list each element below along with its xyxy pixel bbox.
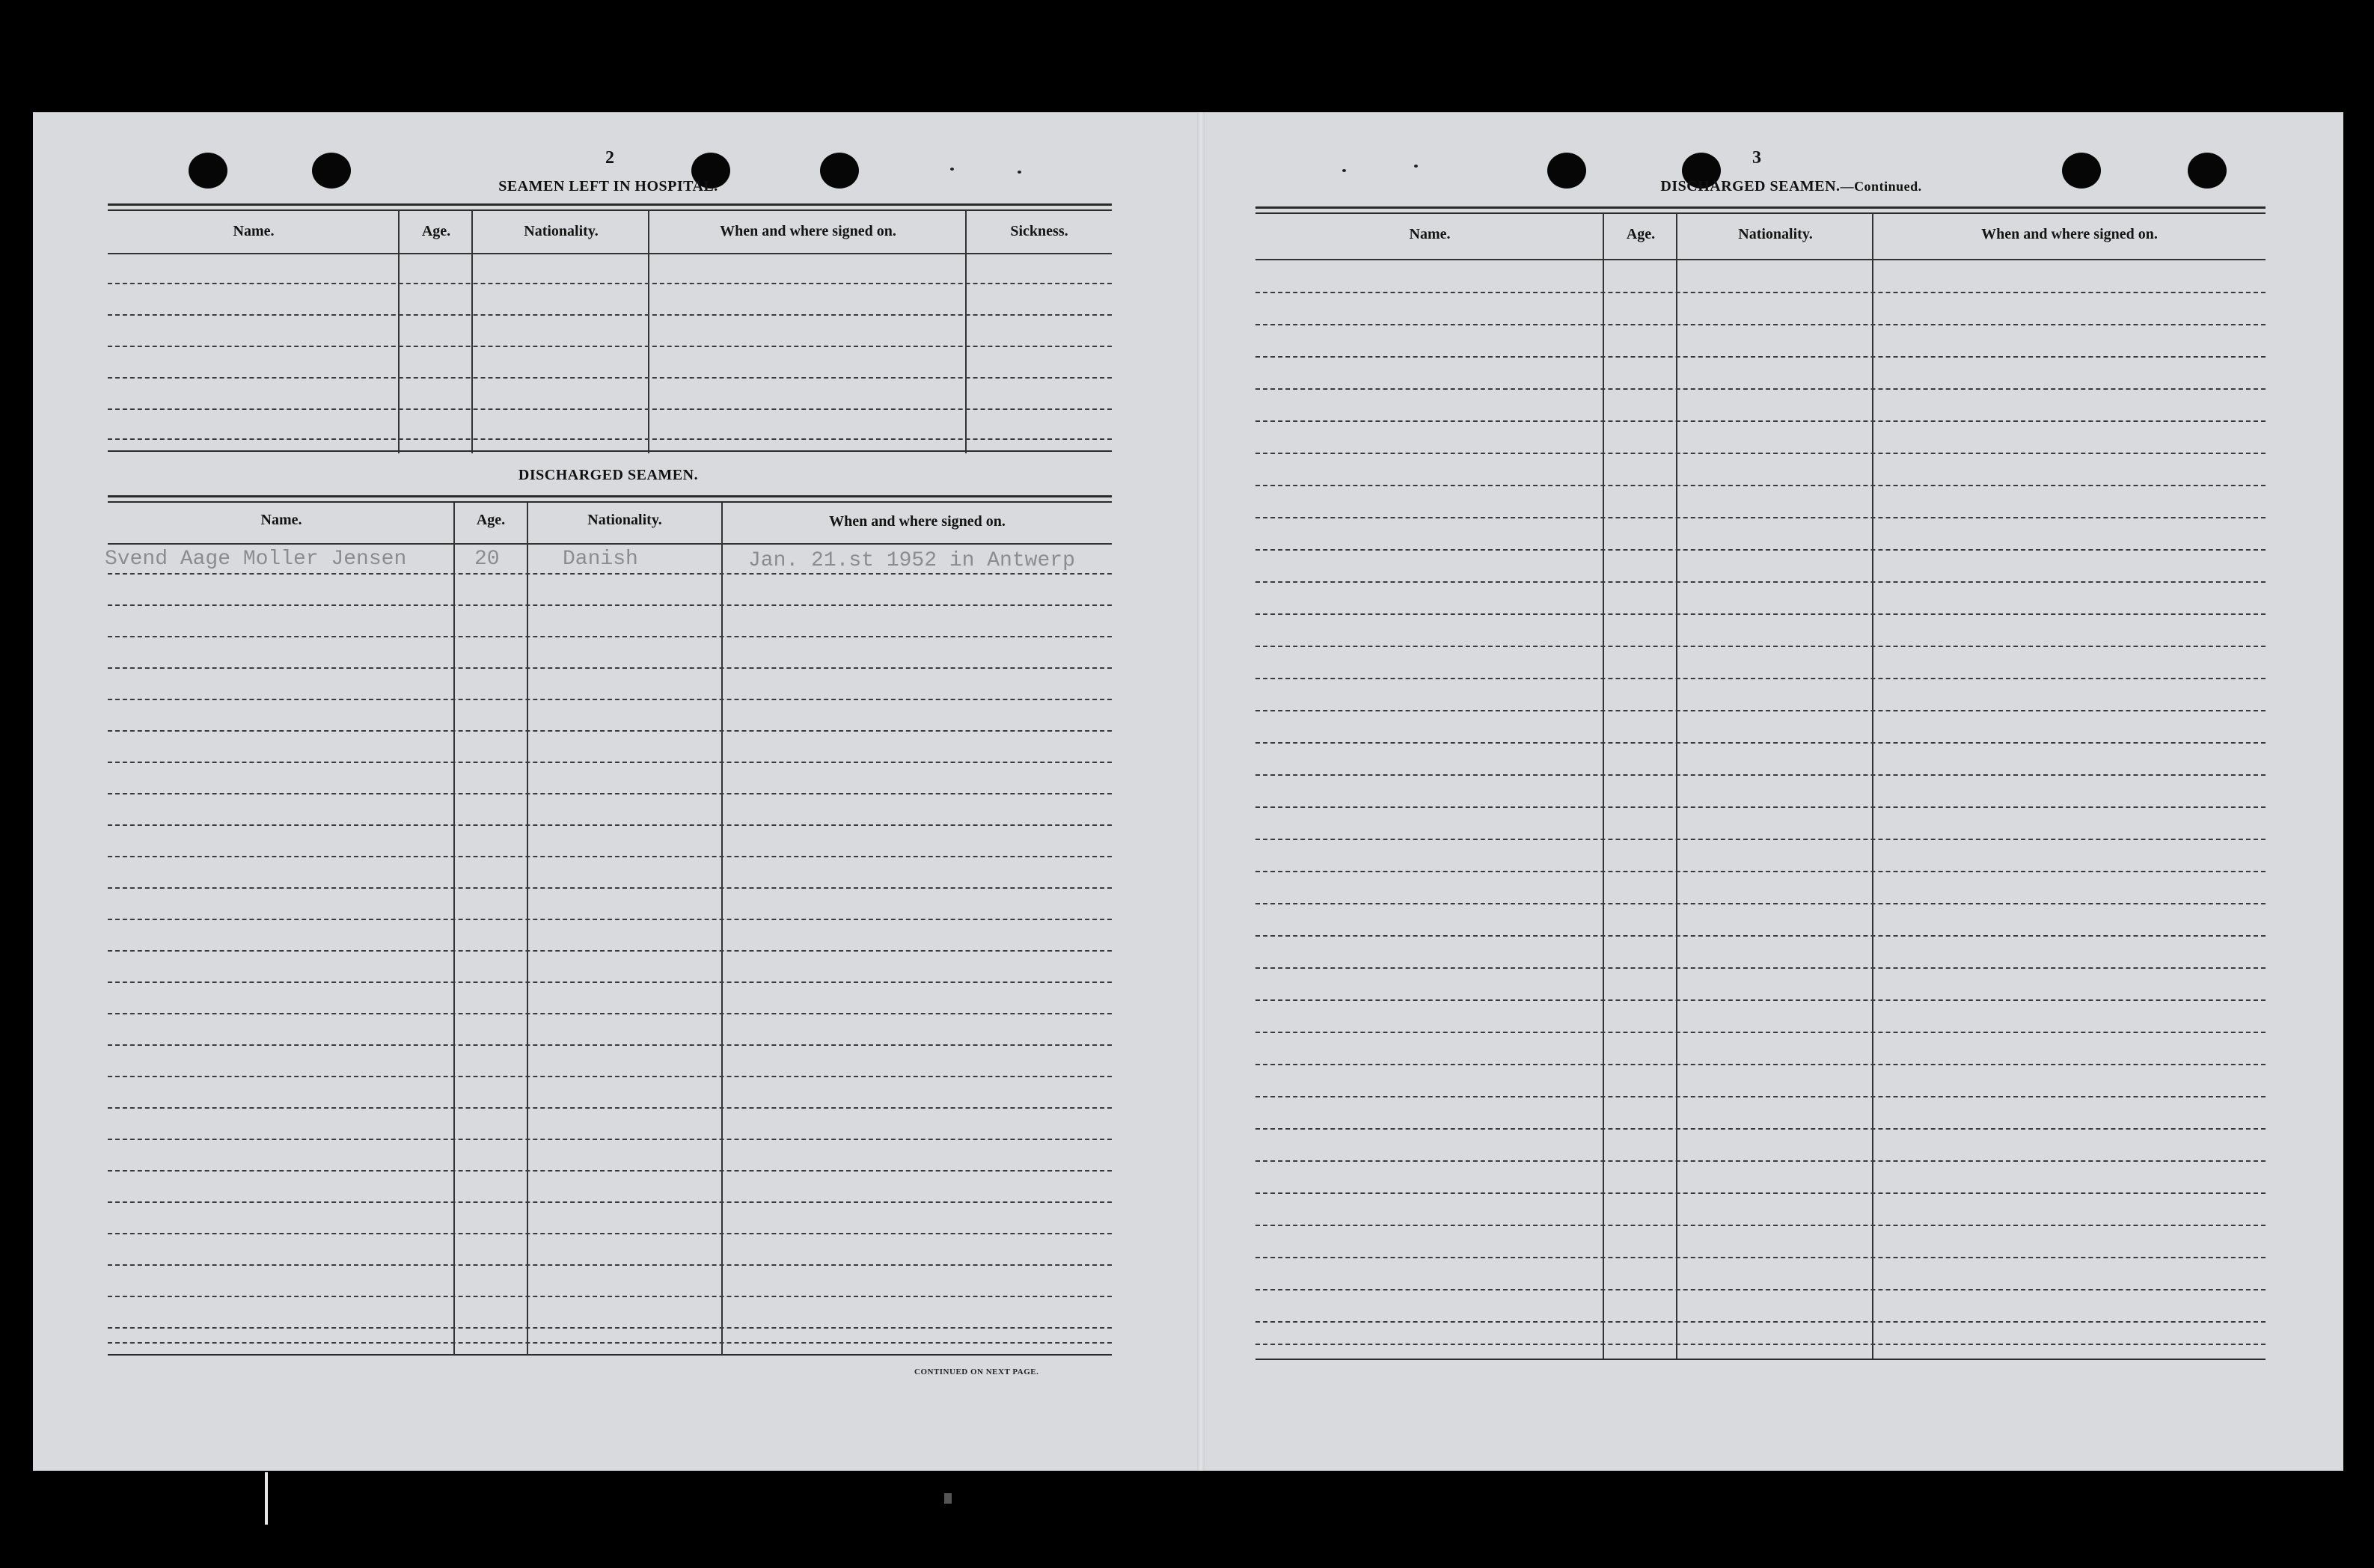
discharged-section-title: DISCHARGED SEAMEN.	[518, 467, 699, 483]
title-text: DISCHARGED SEAMEN.	[1660, 178, 1841, 195]
col-header-sickness: Sickness.	[1010, 223, 1068, 239]
col-header-age: Age.	[1626, 226, 1656, 242]
page-number-right: 3	[1752, 148, 1761, 168]
continued-note: CONTINUED ON NEXT PAGE.	[914, 1368, 1039, 1376]
speck	[1018, 171, 1021, 174]
title-suffix: —Continued.	[1840, 179, 1922, 194]
page-number-left: 2	[605, 148, 614, 168]
col-header-name: Name.	[233, 223, 275, 239]
speck	[1342, 169, 1346, 172]
speck	[950, 168, 954, 171]
col-header-name: Name.	[260, 512, 302, 528]
punch-hole	[2188, 153, 2227, 189]
punch-hole	[2062, 153, 2101, 189]
col-header-signed-on: When and where signed on.	[720, 223, 896, 239]
col-header-name: Name.	[1409, 226, 1451, 242]
page-gutter	[1197, 112, 1205, 1471]
speck	[1414, 165, 1418, 168]
discharged-continued-title	[1559, 178, 2023, 195]
col-header-nationality: Nationality.	[587, 512, 662, 528]
entry-nationality: Danish	[563, 548, 638, 571]
col-header-age: Age.	[476, 512, 506, 528]
discharged-table-right	[1255, 206, 2266, 1368]
discharged-table-left	[108, 495, 1112, 1363]
col-header-nationality: Nationality.	[524, 223, 599, 239]
col-header-signed-on: When and where signed on.	[829, 513, 1006, 530]
punch-hole	[820, 153, 859, 189]
entry-signed-on: Jan. 21.st 1952 in Antwerp	[748, 549, 1075, 572]
punch-hole	[312, 153, 351, 189]
ledger-sheet	[33, 112, 2343, 1471]
col-header-age: Age.	[421, 223, 451, 239]
col-header-nationality: Nationality.	[1738, 226, 1813, 242]
punch-hole	[189, 153, 227, 189]
entry-age: 20	[474, 548, 500, 571]
hospital-table	[108, 203, 1112, 458]
col-header-signed-on: When and where signed on.	[1981, 226, 2158, 242]
hospital-section-title: SEAMEN LEFT IN HOSPITAL.	[498, 178, 718, 195]
film-mark	[265, 1472, 268, 1525]
entry-name: Svend Aage Moller Jensen	[105, 548, 407, 571]
film-mark	[944, 1493, 952, 1504]
